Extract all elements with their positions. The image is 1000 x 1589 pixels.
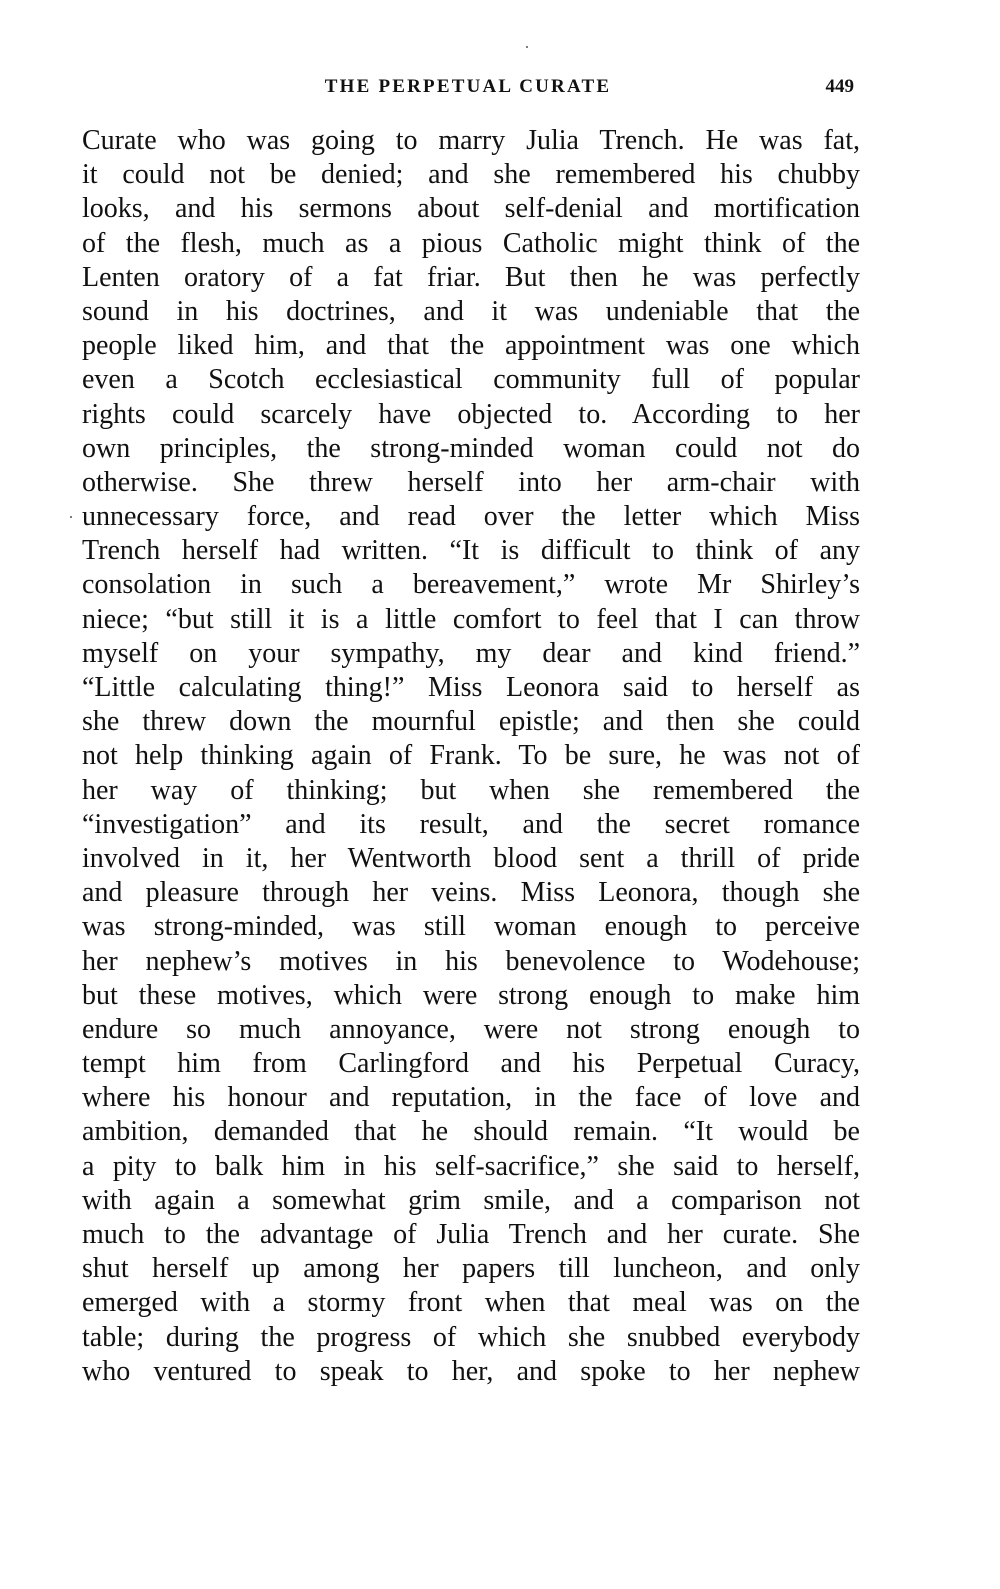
text-line: niece; “but still it is a little comfort to feel that I can throw [82, 603, 860, 635]
text-line: sound in his doctrines, and it was undeniable that the [82, 295, 860, 327]
text-line: but these motives, which were strong enough to make him [82, 979, 860, 1011]
page-number: 449 [825, 76, 854, 97]
text-line: myself on your sympathy, my dear and kind friend.” [82, 637, 860, 669]
text-line: Lenten oratory of a fat friar. But then he was perfectly [82, 261, 860, 293]
text-line: with again a somewhat grim smile, and a comparison not [82, 1184, 860, 1216]
text-line: Curate who was going to marry Julia Trench. He was fat, [82, 125, 860, 156]
text-line: a pity to balk him in his self-sacrifice,” she said to herself, [82, 1150, 860, 1182]
text-line: unnecessary force, and read over the letter which Miss [82, 501, 860, 533]
text-line: otherwise. She threw herself into her arm-chair with [82, 466, 860, 498]
text-line: Trench herself had written. “It is difficult to think of any [82, 535, 860, 567]
text-line: and pleasure through her veins. Miss Leonora, though she [82, 877, 860, 909]
text-line: “investigation” and its result, and the secret romance [82, 808, 860, 840]
text-line: much to the advantage of Julia Trench and her curate. She [82, 1219, 860, 1250]
text-line: her nephew’s motives in his benevolence to Wodehouse; [82, 945, 860, 977]
text-line: people liked him, and that the appointment was one which [82, 330, 860, 362]
body-text [82, 124, 860, 1389]
text-line: where his honour and reputation, in the face of love and [82, 1082, 860, 1114]
text-line: she threw down the mournful epistle; and then she could [82, 706, 860, 738]
text-line: emerged with a stormy front when that meal was on the [82, 1287, 860, 1319]
text-line: of the flesh, much as a pious Catholic might think of the [82, 227, 860, 259]
text-line: table; during the progress of which she snubbed everybody [82, 1321, 860, 1353]
page-header [82, 76, 854, 102]
text-line: even a Scotch ecclesiastical community full of popular [82, 364, 860, 396]
text-line: tempt him from Carlingford and his Perpetual Curacy, [82, 1048, 860, 1080]
text-line: her way of thinking; but when she remembered the [82, 774, 860, 806]
print-speck [526, 46, 528, 48]
text-line: not help thinking again of Frank. To be sure, he was not of [82, 740, 860, 772]
text-line: endure so much annoyance, were not strong enough to [82, 1013, 860, 1045]
text-line: consolation in such a bereavement,” wrote Mr Shirley’s [82, 569, 860, 601]
text-line: it could not be denied; and she remembered his chubby [82, 159, 860, 191]
text-line: was strong-minded, was still woman enough to perceive [82, 911, 860, 943]
text-line: “Little calculating thing!” Miss Leonora said to herself as [82, 672, 860, 703]
running-title: THE PERPETUAL CURATE [324, 76, 612, 97]
text-line: rights could scarcely have objected to. According to her [82, 398, 860, 430]
text-line: shut herself up among her papers till luncheon, and only [82, 1253, 860, 1285]
text-line: ambition, demanded that he should remain. “It would be [82, 1116, 860, 1148]
text-line: looks, and his sermons about self-denial and mortification [82, 193, 860, 225]
print-speck [70, 516, 72, 518]
text-line: own principles, the strong-minded woman could not do [82, 432, 860, 464]
text-line: who ventured to speak to her, and spoke to her nephew [82, 1355, 860, 1387]
text-line: involved in it, her Wentworth blood sent a thrill of pride [82, 842, 860, 874]
